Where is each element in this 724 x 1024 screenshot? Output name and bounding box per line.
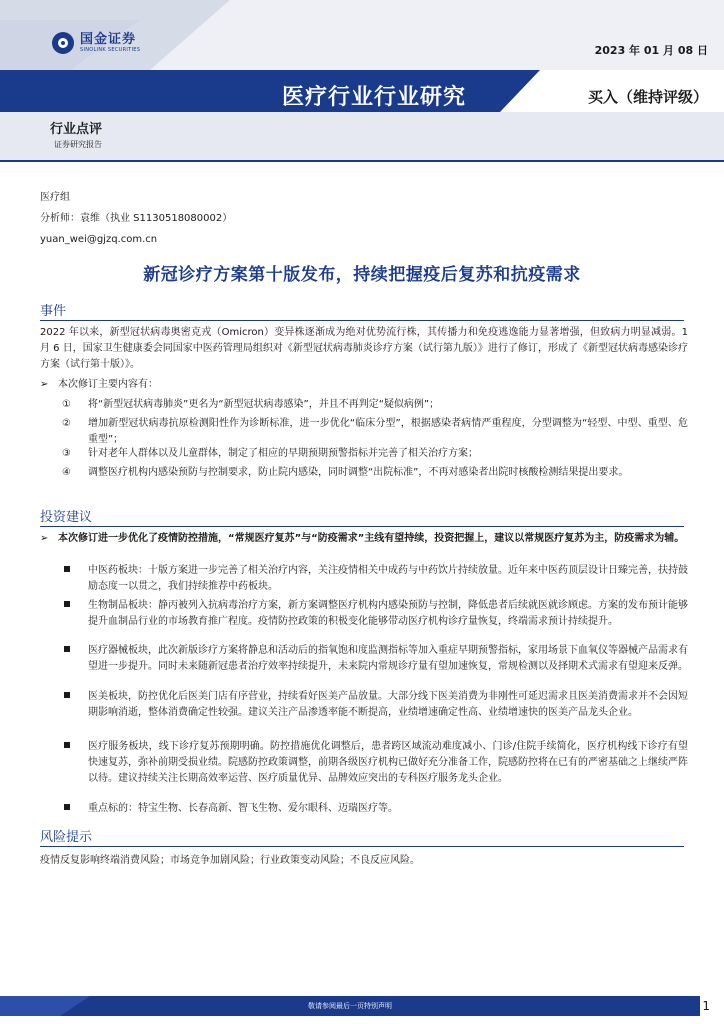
report-header [0, 0, 724, 172]
logo-icon [52, 32, 74, 54]
list-item: 生物制品板块：静丙被列入抗病毒治疗方案，新方案调整医疗机构内感染预防与控制，降低患者后续就医就诊顾虑。方案的发布预计能够提升血制品行业的市场教育推广程度。疫情防控政策的积极变化能够带动医疗机构诊疗量恢复，终端需求预计持续提升。 [62, 598, 688, 630]
section-heading-invest: 投资建议 [40, 510, 93, 525]
list-item: ④ 调整医疗机构内感染预防与控制要求，防止院内感染，同时调整“出院标准”，不再对感染者出院时核酸检测结果提出要求。 [62, 467, 629, 478]
risk-text: 疫情反复影响终端消费风险；市场竞争加剧风险；行业政策变动风险；不良反应风险。 [40, 855, 420, 866]
section-divider [40, 320, 684, 321]
list-item: 医疗服务板块，线下诊疗复苏预期明确。防控措施优化调整后，患者跨区域流动难度减小、门诊/住院手续简化，医疗机构线下诊疗有望快速复苏，弥补前期受损业绩。院感防控政策调整，前期各级医疗机构已做好充分准备工作，院感防控将在已有的严密基础之上继续严阵以待。建议持续关注长期高效率运营、医疗质量优异、品牌效应突出的专科医疗服务龙头企业。 [62, 739, 688, 787]
analyst-email[interactable]: yuan_wei@gjzq.com.cn [40, 234, 158, 245]
company-logo [52, 32, 140, 54]
page-number: 1 [702, 999, 710, 1013]
list-item: 医疗器械板块，此次新版诊疗方案将静息和活动后的指氧饱和度监测指标等加入重症早期预警指标，家用场景下血氧仪等器械产品需求有望进一步提升。同时未来随新冠患者治疗效率持续提升，未来院内常规诊疗量有望加速恢复，常规检测以及择期术式需求有望迎来反弹。 [62, 643, 688, 675]
square-bullet-icon [64, 692, 70, 698]
square-bullet-icon [64, 601, 70, 607]
list-item: 重点标的：特宝生物、长春高新、智飞生物、爱尔眼科、迈瑞医疗等。 [62, 801, 688, 817]
invest-lead [40, 531, 688, 547]
analyst-group: 医疗组 [40, 192, 70, 203]
logo-chinese-name: 国金证券 [80, 31, 137, 47]
report-title: 新冠诊疗方案第十版发布，持续把握疫后复苏和抗疫需求 [143, 265, 581, 285]
section-label: 行业点评 [50, 122, 103, 137]
section-heading-risk: 风险提示 [40, 830, 93, 845]
square-bullet-icon [64, 804, 70, 810]
square-bullet-icon [64, 646, 70, 652]
report-type: 医疗行业行业研究 [282, 85, 467, 110]
list-item: 中医药板块：十版方案进一步完善了相关治疗内容，关注疫情相关中成药与中药饮片持续放量。近年来中医药顶层设计日臻完善，扶持鼓励态度一以贯之，我们持续推荐中药板块。 [62, 563, 688, 595]
event-bullet-text: 本次修订主要内容有： [58, 379, 158, 390]
event-intro: 2022 年以来，新型冠状病毒奥密克戎（Omicron）变异株逐渐成为绝对优势流行株，其传播力和免疫逃逸能力显著增强，但致病力明显减弱。1 月 6 日，国家卫生健康委会同国家中医药管理局组织对《新型冠状病毒肺炎诊疗方案（试行第九版）》进行了修订，形成了《新型冠状病毒感染诊疗方案（试行第十版）》。 [40, 327, 688, 370]
page-footer [0, 996, 724, 1024]
list-item: 医美板块，防控优化后医美门店有序营业，持续看好医美产品放量。大部分线下医美消费为非刚性可延迟需求且医美消费需求并不会因短期影响消逝，整体消费确定性较强。建议关注产品渗透率能不断提高，业绩增速确定性高、业绩增速快的医美产品龙头企业。 [62, 689, 688, 721]
report-date: 2023 年 01 月 08 日 [594, 44, 708, 57]
section-divider [40, 526, 684, 527]
event-bullet [40, 377, 688, 393]
section-divider [40, 846, 684, 847]
list-item: ③ 针对老年人群体以及儿童群体，制定了相应的早期预期预警指标并完善了相关治疗方案； [62, 448, 478, 459]
section-heading-event: 事件 [40, 304, 67, 319]
rating-badge: 买入（维持评级） [587, 88, 708, 106]
footer-disclaimer: 敬请参阅最后一页特别声明 [308, 1002, 392, 1010]
arrow-bullet-icon: ➢ [40, 533, 49, 544]
list-item: ① 将“新型冠状病毒肺炎”更名为“新型冠状病毒感染”，并且不再判定“疑似病例”； [62, 399, 440, 410]
analyst-info [40, 187, 232, 250]
square-bullet-icon [64, 742, 70, 748]
invest-lead-text: 本次修订进一步优化了疫情防控措施，“常规医疗复苏”与“防疫需求”主线有望持续，投资把握上，建议以常规医疗复苏为主，防疫需求为辅。 [58, 533, 685, 544]
list-item: ② 增加新型冠状病毒抗原检测阳性作为诊断标准，进一步优化“临床分型”，根据感染者病情严重程度，分型调整为“轻型、中型、重型、危重型”； [62, 418, 688, 445]
arrow-bullet-icon: ➢ [40, 379, 49, 390]
logo-english-name: SINOLINK SECURITIES [80, 46, 141, 53]
square-bullet-icon [64, 566, 70, 572]
sub-label: 证券研究报告 [54, 140, 102, 149]
analyst-name: 分析师：袁维（执业 S1130518080002） [40, 213, 233, 224]
